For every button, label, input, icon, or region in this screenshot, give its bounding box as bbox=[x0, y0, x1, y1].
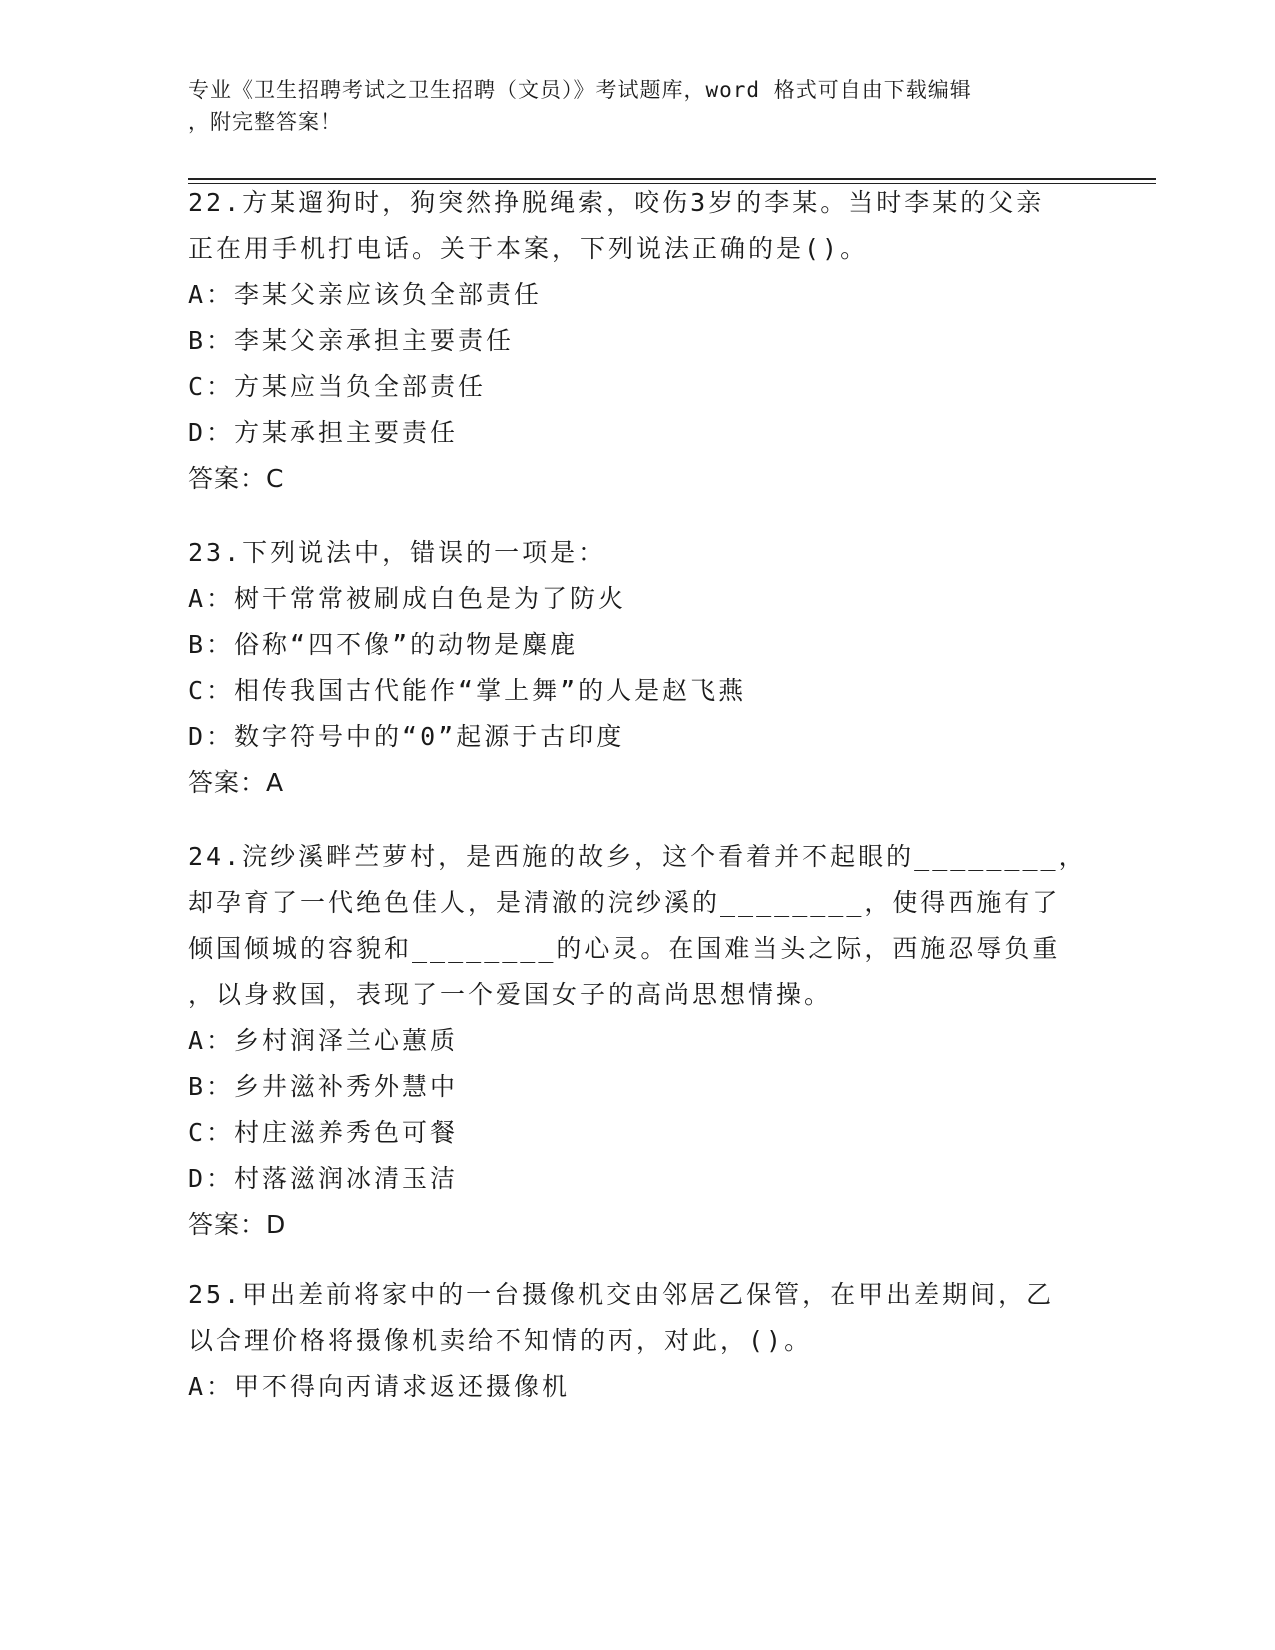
question-22 bbox=[188, 180, 1088, 502]
option-c: C：方某应当负全部责任 bbox=[188, 372, 487, 401]
answer-label: 答案：C bbox=[188, 464, 285, 493]
option-d: D：村落滋润冰清玉洁 bbox=[188, 1164, 459, 1193]
answer-label: 答案：A bbox=[188, 768, 285, 797]
question-stem: 24.浣纱溪畔苎萝村，是西施的故乡，这个看着并不起眼的________， 却孕育了一代绝色佳人，是清澈的浣纱溪的________，使得西施有了 倾国倾城的容貌和________的心灵。在国难当头之际，西施忍辱负重 ，以身救国，表现了一个爱国女子的高尚思想情操。 bbox=[188, 842, 1087, 1009]
question-stem: 22.方某遛狗时，狗突然挣脱绳索，咬伤3岁的李某。当时李某的父亲 正在用手机打电话。关于本案，下列说法正确的是()。 bbox=[188, 188, 1045, 263]
option-a: A：甲不得向丙请求返还摄像机 bbox=[188, 1372, 571, 1401]
question-stem: 25.甲出差前将家中的一台摄像机交由邻居乙保管，在甲出差期间，乙 以合理价格将摄像机卖给不知情的丙，对此，()。 bbox=[188, 1280, 1055, 1355]
option-b: B：俗称“四不像”的动物是麋鹿 bbox=[188, 630, 579, 659]
option-d: D：数字符号中的“0”起源于古印度 bbox=[188, 722, 625, 751]
question-23 bbox=[188, 530, 1088, 806]
option-d: D：方某承担主要责任 bbox=[188, 418, 459, 447]
option-a: A：树干常常被刷成白色是为了防火 bbox=[188, 584, 627, 613]
question-stem: 23.下列说法中，错误的一项是： bbox=[188, 538, 607, 567]
option-b: B：乡井滋补秀外慧中 bbox=[188, 1072, 459, 1101]
option-c: C：相传我国古代能作“掌上舞”的人是赵飞燕 bbox=[188, 676, 747, 705]
option-a: A：李某父亲应该负全部责任 bbox=[188, 280, 543, 309]
question-24 bbox=[188, 834, 1088, 1248]
question-25 bbox=[188, 1272, 1088, 1410]
document-header: 专业《卫生招聘考试之卫生招聘（文员）》考试题库，word 格式可自由下载编辑 ，附完整答案！ bbox=[188, 78, 972, 134]
answer-label: 答案：D bbox=[188, 1210, 287, 1239]
option-c: C：村庄滋养秀色可餐 bbox=[188, 1118, 459, 1147]
option-b: B：李某父亲承担主要责任 bbox=[188, 326, 515, 355]
option-a: A：乡村润泽兰心蕙质 bbox=[188, 1026, 459, 1055]
